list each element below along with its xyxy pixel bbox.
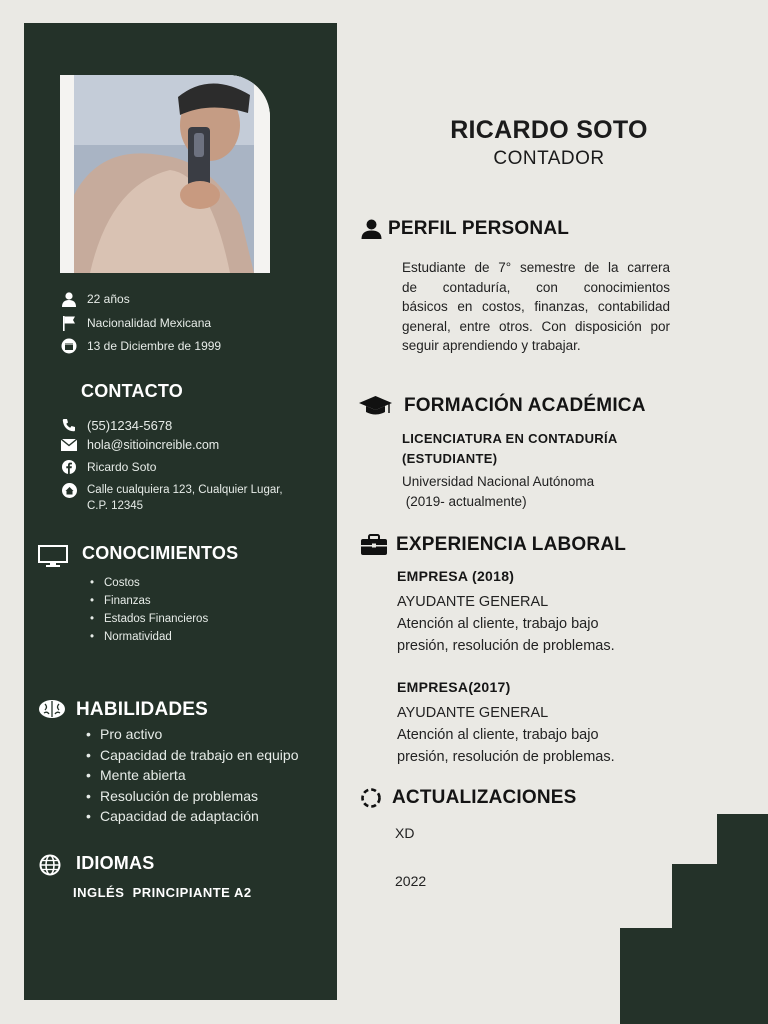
profile-line: Estudiante de 7° semestre de la carrera: [402, 260, 670, 275]
phone-text: (55)1234-5678: [87, 417, 173, 433]
address-line-2: C.P. 12345: [87, 500, 144, 512]
experience-heading: [360, 534, 626, 556]
person-icon: [361, 219, 382, 239]
birthdate-text: 13 de Diciembre de 1999: [87, 339, 222, 353]
facebook-icon: [60, 459, 78, 475]
person-name: RICARDO SOTO: [450, 116, 648, 144]
facebook-row[interactable]: [60, 459, 156, 475]
list-item: • Pro activo: [86, 724, 299, 745]
sidebar: [24, 23, 337, 1000]
job-description: Atención al cliente, trabajo bajo: [397, 616, 599, 632]
contact-heading: CONTACTO: [81, 381, 183, 401]
job-position: AYUDANTE GENERAL: [397, 705, 549, 721]
profile-line: general, entre otros. Con disposición por: [402, 318, 670, 334]
address-line-1: Calle cualquiera 123, Cualquier Lugar,: [87, 484, 283, 496]
updates-heading: [360, 787, 577, 809]
experience-title: EXPERIENCIA LABORAL: [396, 534, 627, 555]
profile-photo: [60, 75, 270, 273]
list-item: • Normatividad: [90, 628, 208, 646]
phone-icon: [60, 417, 78, 433]
education-title: FORMACIÓN ACADÉMICA: [404, 395, 646, 416]
address-row: [60, 482, 283, 514]
job-description: presión, resolución de problemas.: [397, 749, 615, 765]
education-period: (2019- actualmente): [402, 494, 527, 509]
job-company: EMPRESA (2018): [397, 568, 515, 584]
monitor-icon: [38, 545, 68, 572]
facebook-text: Ricardo Soto: [87, 460, 157, 474]
birthdate-row: [60, 338, 221, 354]
flag-icon: [60, 315, 78, 331]
updates-title: ACTUALIZACIONES: [392, 787, 577, 808]
job-company: EMPRESA(2017): [397, 679, 511, 695]
age-row: [60, 291, 130, 307]
mail-icon: [60, 437, 78, 453]
education-heading: [358, 394, 646, 418]
list-item: • Estados Financieros: [90, 610, 208, 628]
job-description: Atención al cliente, trabajo bajo: [397, 727, 599, 743]
refresh-icon: [360, 787, 382, 809]
job-position: AYUDANTE GENERAL: [397, 594, 549, 610]
briefcase-icon: [360, 534, 388, 556]
updates-line-1: XD: [395, 825, 415, 841]
profile-title: PERFIL PERSONAL: [388, 218, 570, 239]
list-item: • Costos: [90, 574, 208, 592]
globe-icon: [39, 854, 61, 881]
list-item: • Capacidad de trabajo en equipo: [86, 745, 299, 766]
language-entry: INGLÉS PRINCIPIANTE A2: [73, 885, 252, 900]
step-block: [620, 928, 768, 1024]
languages-heading: IDIOMAS: [76, 853, 155, 873]
profile-heading: [361, 218, 569, 240]
list-item: • Resolución de problemas: [86, 786, 299, 807]
calendar-icon: [60, 338, 78, 354]
list-item: • Mente abierta: [86, 765, 299, 786]
age-text: 22 años: [87, 292, 130, 306]
degree-line-2: (ESTUDIANTE): [402, 451, 498, 466]
knowledge-heading: CONOCIMIENTOS: [82, 543, 239, 563]
school-name: Universidad Nacional Autónoma: [402, 474, 595, 489]
skills-heading: HABILIDADES: [76, 699, 209, 720]
graduation-cap-icon: [358, 394, 393, 418]
list-item: • Finanzas: [90, 592, 208, 610]
nationality-text: Nacionalidad Mexicana: [87, 316, 212, 330]
brain-icon: [38, 699, 66, 724]
nationality-row: [60, 315, 211, 331]
degree-line-1: LICENCIATURA EN CONTADURÍA: [402, 431, 618, 446]
list-item: • Capacidad de adaptación: [86, 806, 299, 827]
person-role: CONTADOR: [493, 148, 605, 169]
profile-line: seguir aprendiendo y trabajar.: [402, 338, 581, 354]
profile-summary: [402, 258, 670, 356]
email-row[interactable]: [60, 437, 219, 453]
updates-line-2: 2022: [395, 873, 427, 889]
phone-row[interactable]: [60, 417, 172, 433]
person-icon: [60, 291, 78, 307]
profile-line: básicos en costos, finanzas, contabilidad: [402, 299, 670, 315]
profile-line: de contaduría, con conocimientos: [402, 279, 670, 295]
knowledge-list: [90, 574, 208, 646]
email-text: hola@sitioincreible.com: [87, 438, 220, 452]
home-icon: [60, 482, 78, 498]
skills-list: [86, 724, 299, 827]
job-description: presión, resolución de problemas.: [397, 638, 615, 654]
